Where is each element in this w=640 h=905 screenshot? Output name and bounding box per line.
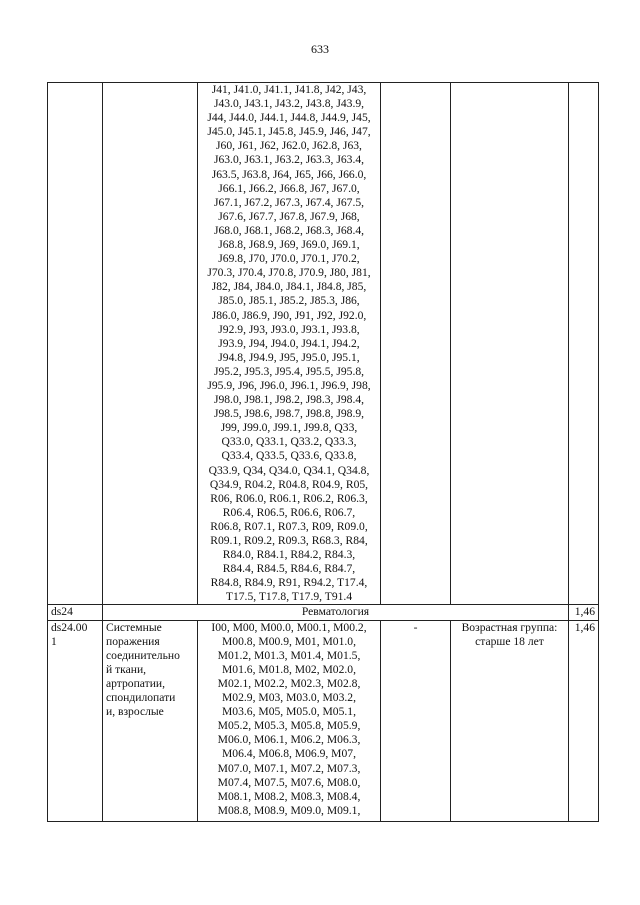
- text-line: поражения: [106, 634, 160, 648]
- page-number: 633: [311, 42, 329, 56]
- text-line: Q33.0, Q33.1, Q33.2, Q33.3,: [221, 435, 357, 449]
- text-line: M08.8, M08.9, M09.0, M09.1,: [217, 803, 361, 817]
- text-line: J95.2, J95.3, J95.4, J95.5, J95.8,: [213, 364, 365, 378]
- text-line: M07.0, M07.1, M07.2, M07.3,: [217, 761, 361, 775]
- text-line: R09.1, R09.2, R09.3, R68.3, R84,: [210, 534, 368, 547]
- text-line: M07.4, M07.5, M07.6, M08.0,: [217, 775, 361, 789]
- text-line: 1: [51, 634, 57, 648]
- text-line: R06.8, R07.1, R07.3, R09, R09.0,: [210, 519, 368, 533]
- table-row-group: [48, 620, 599, 821]
- group-diagnosis-code-list: [201, 621, 377, 821]
- group-service: -: [381, 620, 451, 821]
- text-line: соединительно: [106, 648, 180, 662]
- group-criteria: [451, 620, 569, 821]
- category-code: ds24: [48, 605, 103, 620]
- text-line: J82, J84, J84.0, J84.1, J84.8, J85,: [211, 280, 367, 294]
- text-line: M08.1, M08.2, M08.3, M08.4,: [217, 789, 361, 803]
- text-line: J45.0, J45.1, J45.8, J45.9, J46, J47,: [207, 125, 371, 139]
- group-code-lines: [51, 621, 99, 649]
- text-line: R84.0, R84.1, R84.2, R84.3,: [222, 548, 356, 562]
- text-line: и, взрослые: [106, 705, 164, 719]
- cell-criteria-empty: [451, 83, 569, 605]
- text-line: T17.5, T17.8, T17.9, T91.4: [225, 590, 353, 604]
- text-line: J63.0, J63.1, J63.2, J63.3, J63.4,: [213, 153, 365, 167]
- text-line: J60, J61, J62, J62.0, J62.8, J63,: [216, 139, 362, 153]
- text-line: J95.9, J96, J96.0, J96.1, J96.9, J98,: [207, 378, 371, 392]
- text-line: R06, R06.0, R06.1, R06.2, R06.3,: [210, 491, 368, 505]
- text-line: Q33.4, Q33.5, Q33.6, Q33.8,: [221, 449, 357, 463]
- cell-diagnosis-codes: [198, 83, 381, 605]
- text-line: J69.8, J70, J70.0, J70.1, J70.2,: [218, 252, 360, 266]
- group-name: [103, 620, 198, 821]
- group-diagnosis-codes: [198, 620, 381, 821]
- text-line: й ткани,: [106, 662, 147, 676]
- text-line: Q34.9, R04.2, R04.8, R04.9, R05,: [209, 477, 369, 491]
- text-line: M02.1, M02.2, M02.3, M02.8,: [217, 676, 361, 690]
- cell-coef-empty: [569, 83, 599, 605]
- text-line: M01.6, M01.8, M02, M02.0,: [222, 662, 356, 676]
- text-line: J68.0, J68.1, J68.2, J68.3, J68.4,: [213, 223, 365, 237]
- group-code: [48, 620, 103, 821]
- text-line: артропатии,: [106, 676, 166, 690]
- text-line: ds24.00: [51, 620, 88, 634]
- text-line: M02.9, M03, M03.0, M03.2,: [222, 691, 356, 705]
- text-line: J98.5, J98.6, J98.7, J98.8, J98.9,: [213, 407, 365, 421]
- text-line: J86.0, J86.9, J90, J91, J92, J92.0,: [211, 308, 367, 322]
- text-line: J41, J41.0, J41.1, J41.8, J42, J43,: [211, 83, 367, 96]
- text-line: Q33.9, Q34, Q34.0, Q34.1, Q34.8,: [208, 463, 370, 477]
- text-line: J67.6, J67.7, J67.8, J67.9, J68,: [218, 209, 360, 223]
- text-line: M05.2, M05.3, M05.8, M05.9,: [217, 719, 361, 733]
- text-line: спондилопати: [106, 691, 176, 705]
- text-line: M00.8, M00.9, M01, M01.0,: [222, 634, 356, 648]
- cell-service-empty: [381, 83, 451, 605]
- text-line: M06.4, M06.8, M06.9, M07,: [222, 747, 356, 761]
- text-line: J63.5, J63.8, J64, J65, J66, J66.0,: [211, 167, 367, 181]
- text-line: Системные: [106, 620, 162, 634]
- group-name-lines: [106, 621, 194, 720]
- category-title: Ревматология: [103, 605, 569, 620]
- text-line: J66.1, J66.2, J66.8, J67, J67.0,: [218, 181, 360, 195]
- group-criteria-lines: [454, 621, 565, 649]
- text-line: J85.0, J85.1, J85.2, J85.3, J86,: [218, 294, 360, 308]
- tariff-table: [47, 82, 599, 822]
- text-line: J92.9, J93, J93.0, J93.1, J93.8,: [218, 322, 360, 336]
- table-row-continuation: [48, 83, 599, 605]
- text-line: J67.1, J67.2, J67.3, J67.4, J67.5,: [213, 195, 365, 209]
- text-line: Возрастная группа:: [461, 620, 558, 634]
- text-line: M06.0, M06.1, M06.2, M06.3,: [217, 733, 361, 747]
- text-line: R84.8, R84.9, R91, R94.2, T17.4,: [210, 576, 368, 590]
- cell-code-empty: [48, 83, 103, 605]
- text-line: J43.0, J43.1, J43.2, J43.8, J43.9,: [213, 97, 365, 111]
- text-line: R06.4, R06.5, R06.6, R06.7,: [222, 505, 356, 519]
- category-coef: 1,46: [569, 605, 599, 620]
- text-line: J70.3, J70.4, J70.8, J70.9, J80, J81,: [207, 266, 371, 280]
- text-line: J68.8, J68.9, J69, J69.0, J69.1,: [218, 238, 360, 252]
- text-line: J99, J99.0, J99.1, J99.8, Q33,: [220, 421, 358, 435]
- cell-name-empty: [103, 83, 198, 605]
- text-line: J94.8, J94.9, J95, J95.0, J95.1,: [218, 350, 360, 364]
- text-line: M01.2, M01.3, M01.4, M01.5,: [217, 648, 361, 662]
- text-line: R84.4, R84.5, R84.6, R84.7,: [222, 562, 356, 576]
- text-line: J98.0, J98.1, J98.2, J98.3, J98.4,: [213, 393, 365, 407]
- table-row-category: [48, 605, 599, 620]
- diagnosis-code-list: [201, 83, 377, 604]
- text-line: M03.6, M05, M05.0, M05.1,: [222, 705, 356, 719]
- text-line: J93.9, J94, J94.0, J94.1, J94.2,: [218, 336, 360, 350]
- text-line: старше 18 лет: [475, 634, 544, 648]
- text-line: J44, J44.0, J44.1, J44.8, J44.9, J45,: [207, 111, 371, 125]
- group-coef: 1,46: [569, 620, 599, 821]
- text-line: I00, M00, M00.0, M00.1, M00.2,: [211, 620, 367, 634]
